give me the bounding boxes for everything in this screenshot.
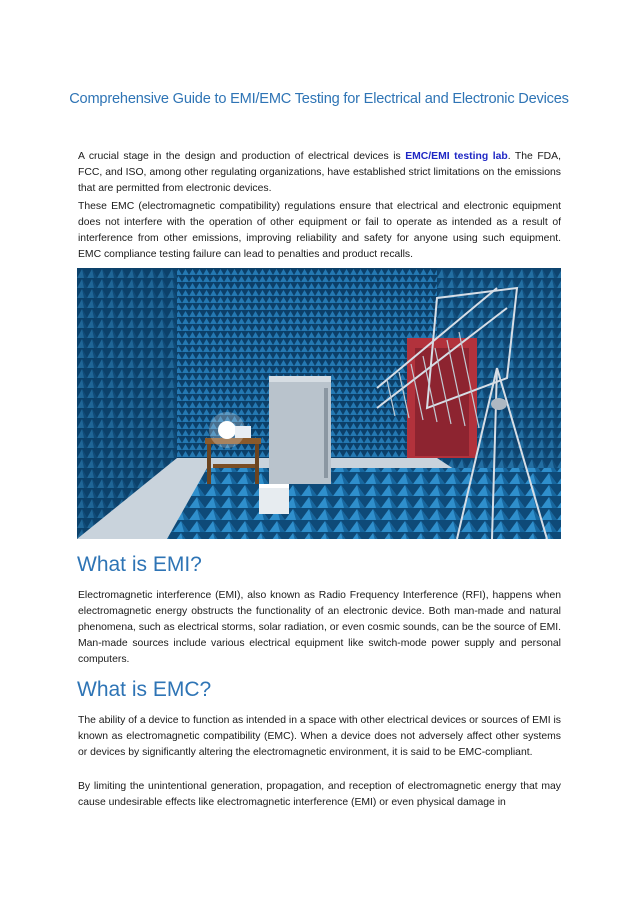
intro-text-after: . The FDA, FCC, and ISO, among other regulating organizations, have established strict limitations on the emissions that are permitted from electronic devices. <box>78 151 562 194</box>
intro-text-before: A crucial stage in the design and production of electrical devices is <box>78 151 406 162</box>
emc-limiting-paragraph: By limiting the unintentional generation, propagation, and reception of electromagnetic energy that may cause undesirable effects like electromagnetic interference (EMI) or even physical damage in <box>78 781 561 808</box>
intro-paragraph <box>78 149 561 197</box>
emc-regulations-paragraph: These EMC (electromagnetic compatibility) regulations ensure that electrical and electronic equipment does not interfere with the operation of other equipment or fail to operate as intended as a result of interference from other emissions, improving reliability and safety for anyone using such equipment. EMC compliance testing failure can lead to penalties and product recalls. <box>78 201 561 260</box>
what-is-emc-paragraph: The ability of a device to function as intended in a space with other electrical devices or sources of EMI is known as electromagnetic compatibility (EMC). When a device does not adversely affect other systems or devices by significantly altering the electromagnetic environment, it is said to be EMC-compliant. <box>78 715 561 758</box>
emc-emi-testing-lab-link[interactable]: EMC/EMI testing lab <box>405 151 508 162</box>
what-is-emi-paragraph: Electromagnetic interference (EMI), also known as Radio Frequency Interference (RFI), happens when electromagnetic energy obstructs the functionality of an electronic device. Both man-made and natural phenomena, such as electrical storms, solar radiation, or even cosmic sounds, can be the source of EMI. Man-made sources include various electrical equipment like switch-mode power supply and personal computers. <box>78 590 561 665</box>
document-title: Comprehensive Guide to EMI/EMC Testing for Electrical and Electronic Devices <box>69 91 569 107</box>
what-is-emi-heading: What is EMI? <box>77 553 202 576</box>
anechoic-chamber-photo <box>77 268 561 539</box>
what-is-emc-heading: What is EMC? <box>77 678 212 701</box>
